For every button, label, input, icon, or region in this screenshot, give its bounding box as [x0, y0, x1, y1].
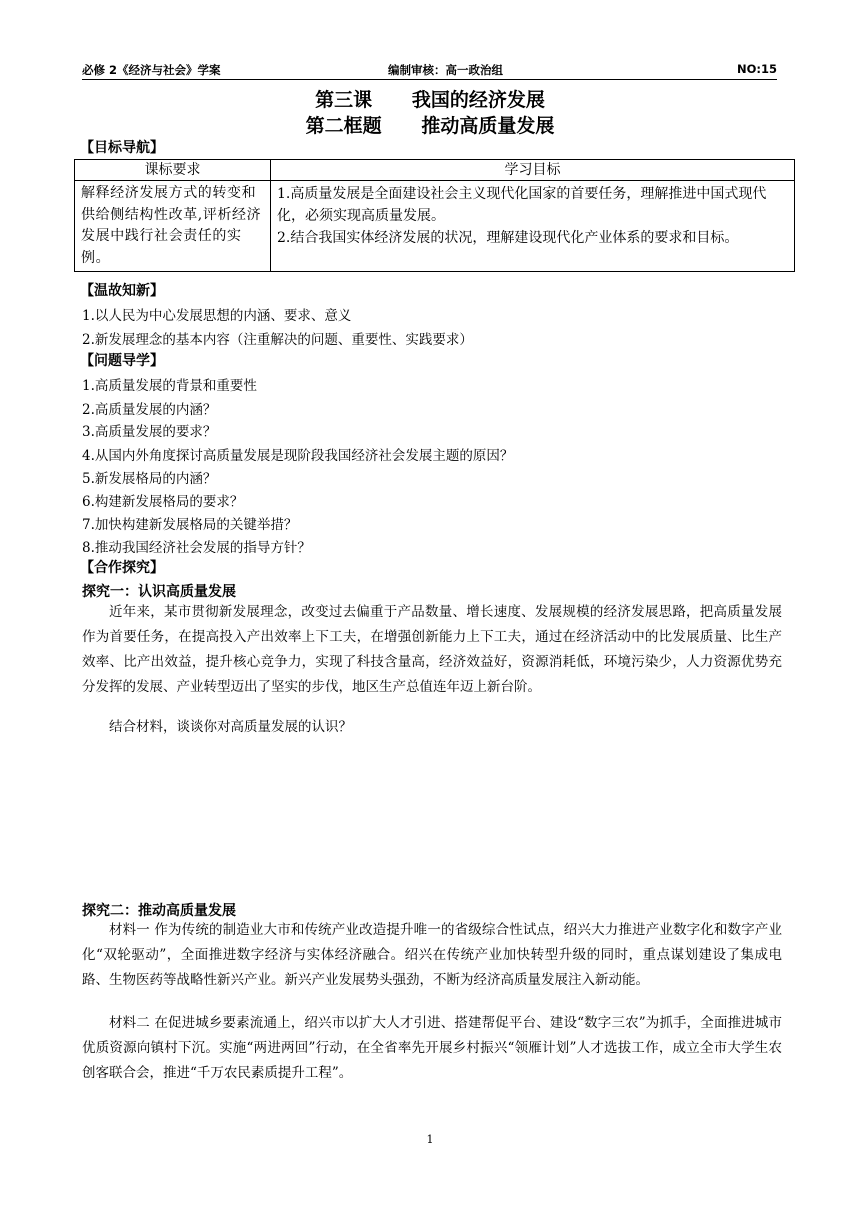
explore1-question: 结合材料，谈谈你对高质量发展的认识？ [109, 719, 352, 735]
explore2-title: 探究二：推动高质量发展 [82, 903, 236, 919]
requirement-cell: 解释经济发展方式的转变和供给侧结构性改革,评析经济发展中践行社会责任的实例。 [75, 181, 271, 272]
lesson-title: 第三课 我国的经济发展 [315, 89, 545, 111]
header-editor: 编制审核：高一政治组 [388, 63, 503, 77]
objective-1: 1.高质量发展是全面建设社会主义现代化国家的首要任务，理解推进中国式现代化，必须实现高质量发展。 [277, 186, 767, 224]
review-item: 1.以人民为中心发展思想的内涵、要求、意义 [82, 308, 352, 324]
guide-item: 4.从国内外角度探讨高质量发展是现阶段我国经济社会发展主题的原因？ [82, 448, 514, 464]
guide-item: 3.高质量发展的要求？ [82, 424, 217, 440]
explore1-title: 探究一：认识高质量发展 [82, 584, 236, 600]
header-number: NO:15 [736, 62, 777, 76]
guide-item: 1.高质量发展的背景和重要性 [82, 378, 257, 394]
running-header [82, 62, 777, 80]
guide-heading: 【问题导学】 [80, 353, 164, 369]
goal-table [74, 159, 795, 272]
explore2-material2: 材料二 在促进城乡要素流通上，绍兴市以扩大人才引进、搭建帮促平台、建设“数字三农”为抓手，全面推进城市优质资源向镇村下沉。实施“两进两回”行动，在全省率先开展乡村振兴“领雁计划”人才选拔工作，成立全市大学生农创客联合会，推进“千万农民素质提升工程”。 [82, 1015, 782, 1081]
objective-2: 2.结合我国实体经济发展的状况，理解建设现代化产业体系的要求和目标。 [277, 230, 739, 246]
objective-cell [271, 181, 795, 272]
review-item: 2.新发展理念的基本内容（注重解决的问题、重要性、实践要求） [82, 332, 473, 348]
section-title: 第二框题 推动高质量发展 [305, 115, 555, 137]
col-header-requirement: 课标要求 [75, 160, 271, 181]
explore2-material1: 材料一 作为传统的制造业大市和传统产业改造提升唯一的省级综合性试点，绍兴大力推进产业数字化和数字产业化“双轮驱动”，全面推进数字经济与实体经济融合。绍兴在传统产业加快转型升级的同时，重点谋划建设了集成电路、生物医药等战略性新兴产业。新兴产业发展势头强劲，不断为经济高质量发展注入新动能。 [82, 922, 782, 988]
guide-item: 2.高质量发展的内涵？ [82, 402, 217, 418]
coop-heading: 【合作探究】 [80, 560, 164, 576]
review-heading: 【温故知新】 [80, 283, 164, 299]
col-header-objective: 学习目标 [271, 160, 795, 181]
guide-item: 6.构建新发展格局的要求？ [82, 494, 244, 510]
page-number: 1 [426, 1133, 434, 1146]
target-nav-heading: 【目标导航】 [80, 140, 164, 156]
header-rule [82, 79, 777, 80]
header-course: 必修 2《经济与社会》学案 [82, 63, 221, 77]
guide-item: 8.推动我国经济社会发展的指导方针？ [82, 540, 311, 556]
explore1-material: 近年来，某市贯彻新发展理念，改变过去偏重于产品数量、增长速度、发展规模的经济发展思路，把高质量发展作为首要任务，在提高投入产出效率上下工夫，在增强创新能力上下工夫，通过在经济活动中的比发展质量、比生产效率、比产出效益，提升核心竞争力，实现了科技含量高，经济效益好，资源消耗低，环境污染少，人力资源优势充分发挥的发展、产业转型迈出了坚实的步伐，地区生产总值连年迈上新台阶。 [82, 604, 782, 695]
guide-item: 5.新发展格局的内涵？ [82, 471, 217, 487]
guide-item: 7.加快构建新发展格局的关键举措？ [82, 517, 298, 533]
